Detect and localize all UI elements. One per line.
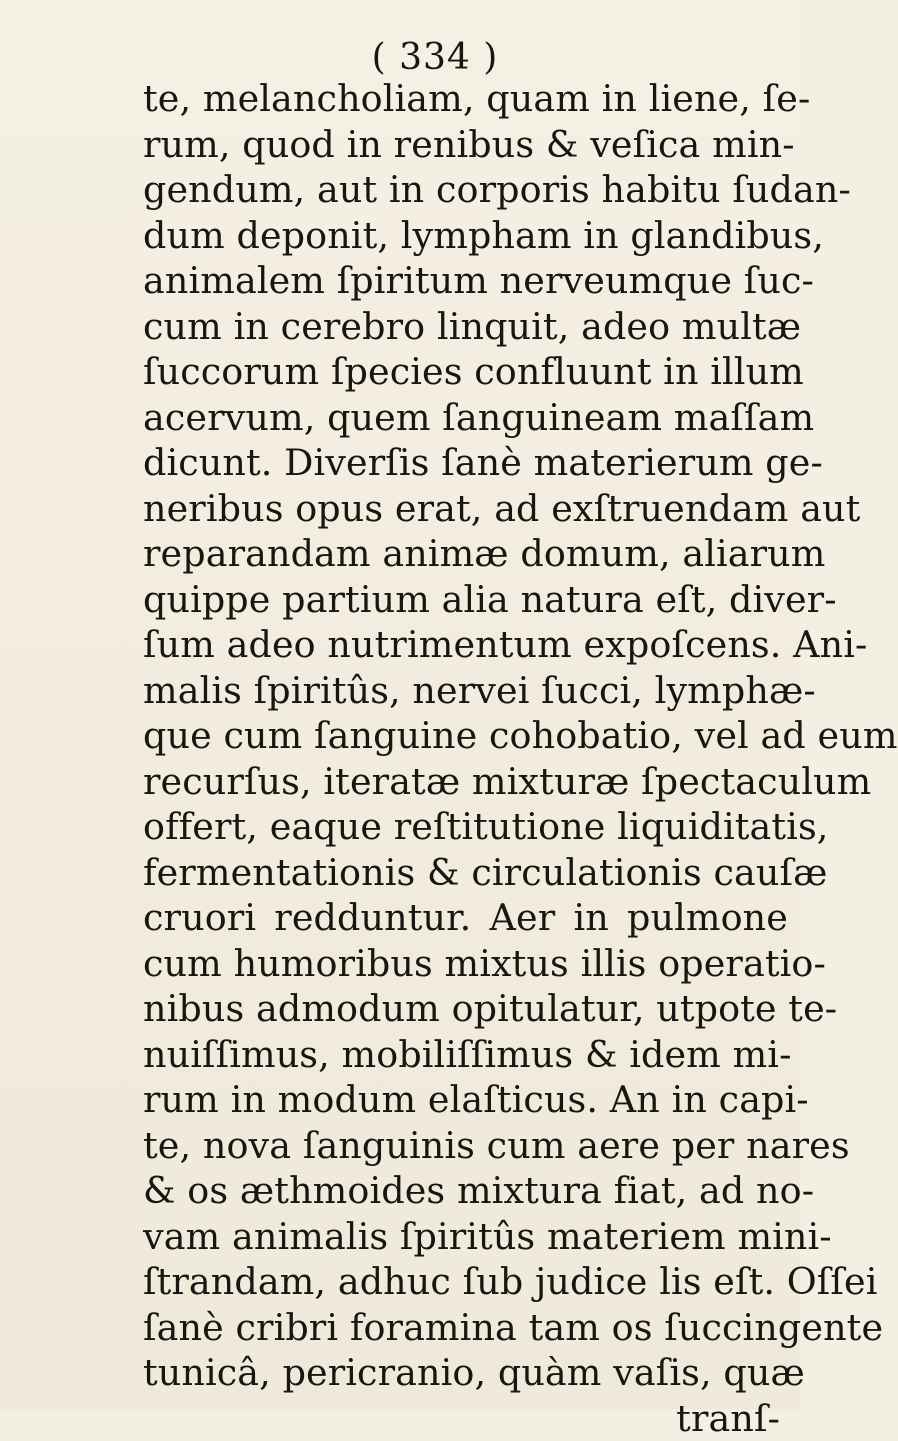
- text-line-4: dum deponit, lympham in glandibus,: [143, 213, 788, 259]
- text-line-17: offert, eaque reſtitutione liquiditatis,: [143, 804, 788, 850]
- text-line-21: nibus admodum opitulatur, utpote te-: [143, 986, 788, 1032]
- text-line-19: cruori redduntur. Aer in pulmone: [143, 895, 788, 941]
- text-line-3: gendum, aut in corporis habitu ſudan-: [143, 167, 788, 213]
- text-line-13: ſum adeo nutrimentum expoſcens. Ani-: [143, 622, 788, 668]
- text-line-23: rum in modum elaſticus. An in capi-: [143, 1077, 788, 1123]
- text-line-14: malis ſpiritûs, nervei ſucci, lymphæ-: [143, 668, 788, 714]
- text-line-5: animalem ſpiritum nerveumque ſuc-: [143, 258, 788, 304]
- text-line-11: reparandam animæ domum, aliarum: [143, 531, 788, 577]
- text-line-10: neribus opus erat, ad exſtruendam aut: [143, 486, 788, 532]
- text-line-25: & os æthmoides mixtura fiat, ad no-: [143, 1168, 788, 1214]
- text-line-8: acervum, quem ſanguineam maſſam: [143, 395, 788, 441]
- text-line-24: te, nova ſanguinis cum aere per nares: [143, 1123, 788, 1169]
- page-number: ( 334 ): [0, 38, 800, 78]
- text-line-20: cum humoribus mixtus illis operatio-: [143, 941, 788, 987]
- text-line-1: te, melancholiam, quam in liene, ſe-: [143, 76, 788, 122]
- catchword: tranſ-: [143, 1396, 788, 1441]
- text-line-16: recurſus, iteratæ mixturæ ſpectaculum: [143, 759, 788, 805]
- text-line-29: tunicâ, pericranio, quàm vaſis, quæ: [143, 1350, 788, 1396]
- text-line-22: nuiſſimus, mobiliſſimus & idem mi-: [143, 1032, 788, 1078]
- text-line-12: quippe partium alia natura eſt, diver-: [143, 577, 788, 623]
- text-line-27: ſtrandam, adhuc ſub judice lis eſt. Oſſei: [143, 1259, 788, 1305]
- text-line-18: fermentationis & circulationis cauſæ: [143, 850, 788, 896]
- text-line-2: rum, quod in renibus & veſica min-: [143, 122, 788, 168]
- body-text: [143, 76, 788, 1441]
- text-line-7: ſuccorum ſpecies confluunt in illum: [143, 349, 788, 395]
- text-line-9: dicunt. Diverſis ſanè materierum ge-: [143, 440, 788, 486]
- text-line-28: ſanè cribri foramina tam os ſuccingente: [143, 1305, 788, 1351]
- text-line-26: vam animalis ſpiritûs materiem mini-: [143, 1214, 788, 1260]
- text-line-15: que cum ſanguine cohobatio, vel ad eum: [143, 713, 788, 759]
- text-line-6: cum in cerebro linquit, adeo multæ: [143, 304, 788, 350]
